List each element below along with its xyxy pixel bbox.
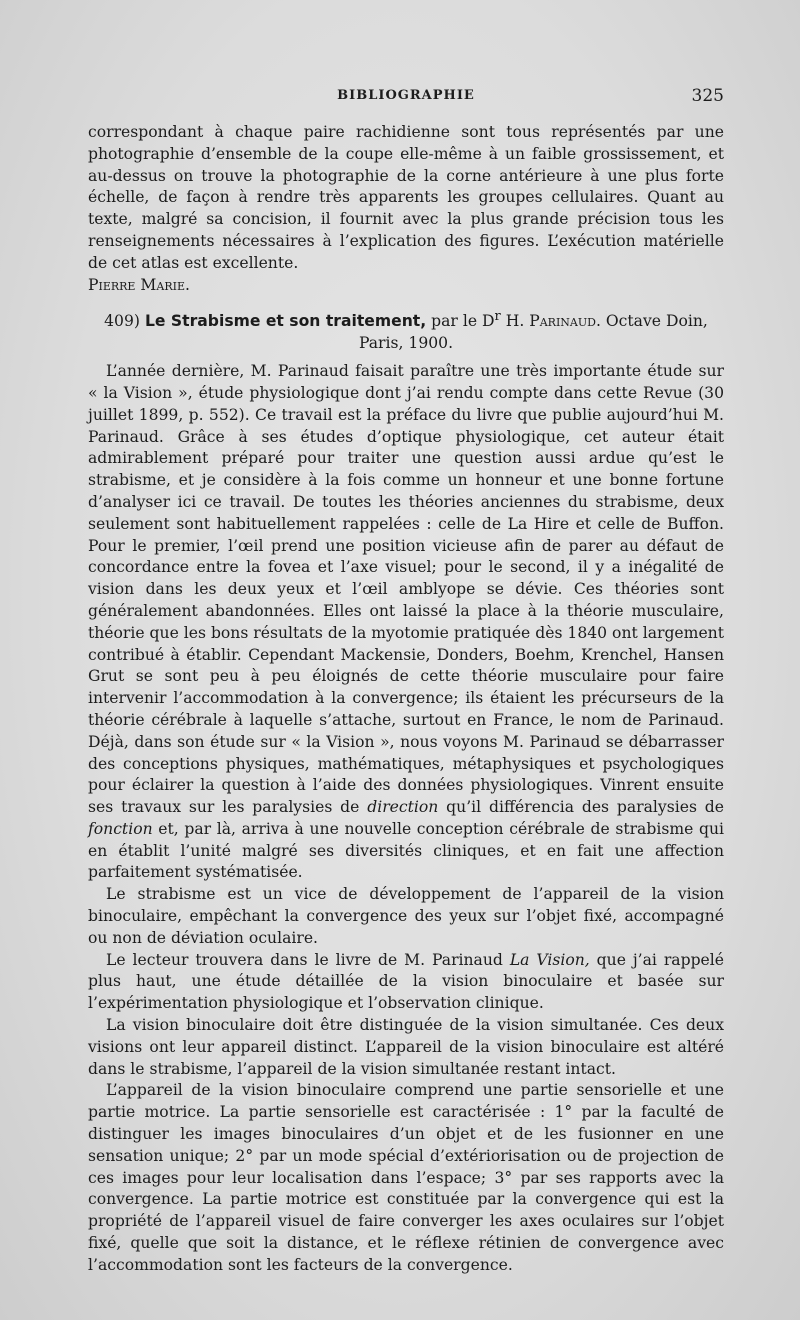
entry-title: Le Strabisme et son traitement,	[144, 312, 427, 331]
bibliographic-entry	[88, 306, 724, 355]
entry-by: par le D	[431, 312, 495, 331]
review-signature: Pierre Marie.	[88, 275, 190, 294]
paragraph-1	[88, 361, 724, 884]
entry-publisher: Octave Doin,	[605, 312, 708, 331]
page-header	[88, 88, 724, 112]
emphasis-fonction: fonction	[88, 819, 153, 838]
paragraph-1-b: qu’il différencia des paralysies de	[438, 798, 724, 817]
paragraph-4: La vision binoculaire doit être distinguée de la vision simultanée. Ces deux visions ont leur appareil distinct. L’appareil de la vision binoculaire est altéré dans le strabisme, l’appareil de la vision simultanée restant intact.	[88, 1016, 724, 1078]
emphasis-direction: direction	[367, 798, 439, 817]
paragraph-1-c: et, par là, arriva à une nouvelle conception cérébrale de strabisme qui en établit l’unité malgré ses diversités cliniques, et en fait une affection parfaitement systématisée.	[88, 819, 724, 882]
paragraph-5: L’appareil de la vision binoculaire comprend une partie sensorielle et une partie motrice. La partie sensorielle est caractérisée : 1° par la faculté de distinguer les images binoculaires d’un objet et de les fusionner en une sensation unique; 2° par un mode spécial d’extériorisation ou de projection de ces images pour leur localisation dans l’espace; 3° par ses rapports avec la convergence. La partie motrice est constituée par la convergence qui est la propriété de l’appareil visuel de faire converger les axes oculaires sur l’objet fixé, quelle que soit la distance, et le réflexe rétinien de convergence avec l’accommodation sont les facteurs de la convergence.	[88, 1081, 724, 1274]
paragraph-1-a: L’année dernière, M. Parinaud faisait paraître une très importante étude sur « la Vision », étude physiologique dont j’ai rendu compte dans cette Revue (30 juillet 1899, p. 552). Ce travail est la préface du livre que publie aujourd’hui M. Parinaud. Grâce à ses études d’optique physiologique, cet auteur était admirablement préparé pour traiter une question aussi ardue qu’est le strabisme, et je considère à la fois comme un honneur et une bonne fortune d’analyser ici ce travail. De toutes les théories anciennes du strabisme, deux seulement sont habituellement rappelées : celle de La Hire et celle de Buffon. Pour le premier, l’œil prend une position vicieuse afin de parer au défaut de concordance entre la fovea et l’axe visuel; pour le second, il y a inégalité de vision dans les deux yeux et l’œil amblyope se dévie. Ces théories sont généralement abandonnées. Elles ont laissé la place à la théorie musculaire, théorie que les bons résultats de la myotomie pratiquée dès 1840 ont largement contribué à établir. Cependant Mackensie, Donders, Boehm, Krenchel, Hansen Grut se sont peu à peu éloignés de cette théorie musculaire pour faire intervenir l’accommodation à la convergence; ils étaient les précurseurs de la théorie cérébrale à laquelle s’attache, surtout en France, le nom de Parinaud. Déjà, dans son étude sur « la Vision », nous voyons M. Parinaud se débarrasser des conceptions physiques, mathématiques, métaphysiques et psychologiques pour éclairer la question à l’aide des données physiologiques. Vinrent ensuite ses travaux sur les paralysies de	[88, 362, 724, 817]
paragraph-3-a: Le lecteur trouvera dans le livre de M. Parinaud	[106, 950, 510, 969]
emphasis-la-vision: La Vision,	[509, 950, 590, 969]
entry-dr-sup: r	[494, 309, 501, 325]
running-head: BIBLIOGRAPHIE	[337, 88, 475, 103]
paragraph-3	[88, 950, 724, 1015]
paragraph-3-b: que j’ai rappelé plus haut, une étude détaillée de la vision binoculaire et basée sur l’expérimentation physiologique et l’observation clinique.	[88, 950, 725, 1013]
review-continuation: correspondant à chaque paire rachidienne sont tous représentés par une photographie d’ensemble de la coupe elle-même à un faible grossissement, et au-dessus on trouve la photographie de la corne antérieure à une plus forte échelle, de façon à rendre très apparents les groupes cellulaires. Quant au texte, malgré sa concision, il fournit avec la plus grande précision tous les renseignements nécessaires à l’explication des figures. L’exécution matérielle de cet atlas est excellente.	[88, 123, 724, 272]
page-body	[88, 122, 724, 1277]
entry-place-date: Paris, 1900.	[358, 334, 454, 353]
paragraph-2: Le strabisme est un vice de développement de l’appareil de la vision binoculaire, empêchant la convergence des yeux sur l’objet fixé, accompagné ou non de déviation oculaire.	[88, 885, 724, 947]
entry-author: H. Parinaud.	[505, 312, 601, 331]
page-number: 325	[691, 86, 724, 106]
entry-number: 409)	[104, 312, 140, 331]
